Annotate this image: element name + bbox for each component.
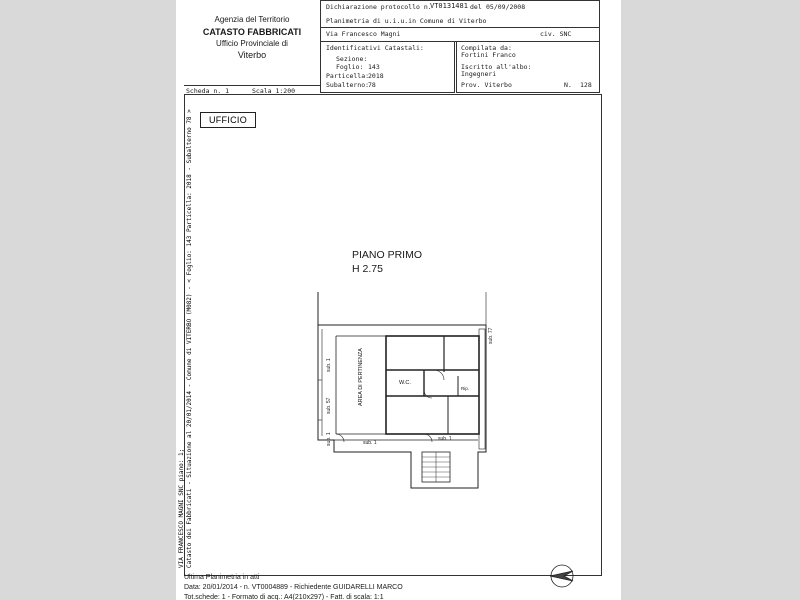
cadastral-sheet	[176, 0, 621, 600]
sub-1-stair-right-label: sub. 1	[438, 436, 452, 442]
register-n-label: N.	[564, 81, 572, 89]
floor-label: PIANO PRIMO	[352, 249, 423, 261]
declaration-number: VT0131481	[430, 2, 468, 10]
particella-value: 2018	[368, 72, 384, 80]
sub-1-top-label: sub. 1	[326, 358, 332, 372]
sub-57-label: sub. 57	[326, 397, 332, 414]
foglio-value: 143	[368, 63, 380, 71]
albo-value: Ingegneri	[461, 70, 497, 78]
margin-situation-text: Catasto dei Fabbricati - Situazione al 20/01/2014 - Comune di VITERBO (M082) - < Foglio: 143 Particella: 2018 - Subalterno 78 >	[186, 109, 193, 568]
albo-label: Iscritto all'albo:	[461, 63, 532, 71]
sub-77-label: sub. 77	[488, 327, 494, 344]
floor-height: H 2.75	[352, 263, 383, 275]
planimetry-label: Planimetria di u.i.u.in Comune di Viterbo	[326, 17, 487, 25]
compiler-title: Compilata da:	[461, 44, 512, 52]
agency-office: Ufficio Provinciale di	[216, 39, 288, 48]
agency-city: Viterbo	[237, 50, 267, 60]
area-label: AREA DI PERTINENZA	[358, 348, 364, 406]
sezione-label: Sezione:	[336, 55, 368, 63]
subalterno-value: 78	[368, 81, 376, 89]
address: Via Francesco Magni	[326, 30, 401, 38]
sub-1-bottom-label: sub. 1	[326, 432, 332, 446]
declaration-date: 05/09/2008	[486, 3, 526, 11]
north-arrow-icon	[550, 565, 573, 587]
civic-number: civ. SNC	[540, 30, 572, 38]
wc-label: W.C.	[399, 380, 411, 386]
unit-type-box: UFFICIO	[200, 112, 256, 128]
identifiers-title: Identificativi Catastali:	[326, 44, 424, 52]
declaration-del: del	[470, 3, 482, 11]
agency-catasto: CATASTO FABBRICATI	[202, 27, 302, 37]
register-number: 128	[580, 81, 592, 89]
footer-request-data: Data: 20/01/2014 - n. VT0004889 - Richiedente GUIDARELLI MARCO	[184, 584, 403, 591]
subalterno-label: Subalterno:	[326, 81, 370, 89]
margin-address-text: VIA FRANCESCO MAGNI SNC piano: 1;	[178, 448, 185, 568]
scheda-number: Scheda n. 1	[186, 87, 230, 95]
province-label: Prov. Viterbo	[461, 81, 512, 89]
footer-last-planimetry: Ultima Planimetria in atti	[184, 574, 260, 581]
foglio-label: Foglio:	[336, 63, 364, 71]
compiler-name: Fortini Franco	[461, 51, 516, 59]
footer-format-data: Tot.schede: 1 - Formato di acq.: A4(210x297) - Fatt. di scala: 1:1	[184, 594, 384, 600]
agency-name: Agenzia del Territorio	[214, 15, 290, 24]
scheda-scale: Scala 1:200	[252, 87, 296, 95]
declaration-prefix: Dichiarazione protocollo n.	[326, 3, 432, 11]
particella-label: Particella:	[326, 72, 370, 80]
storage-label: Rip.	[461, 386, 470, 391]
sub-1-stair-left-label: sub. 1	[363, 440, 377, 446]
floor-plan-drawing	[176, 0, 621, 600]
